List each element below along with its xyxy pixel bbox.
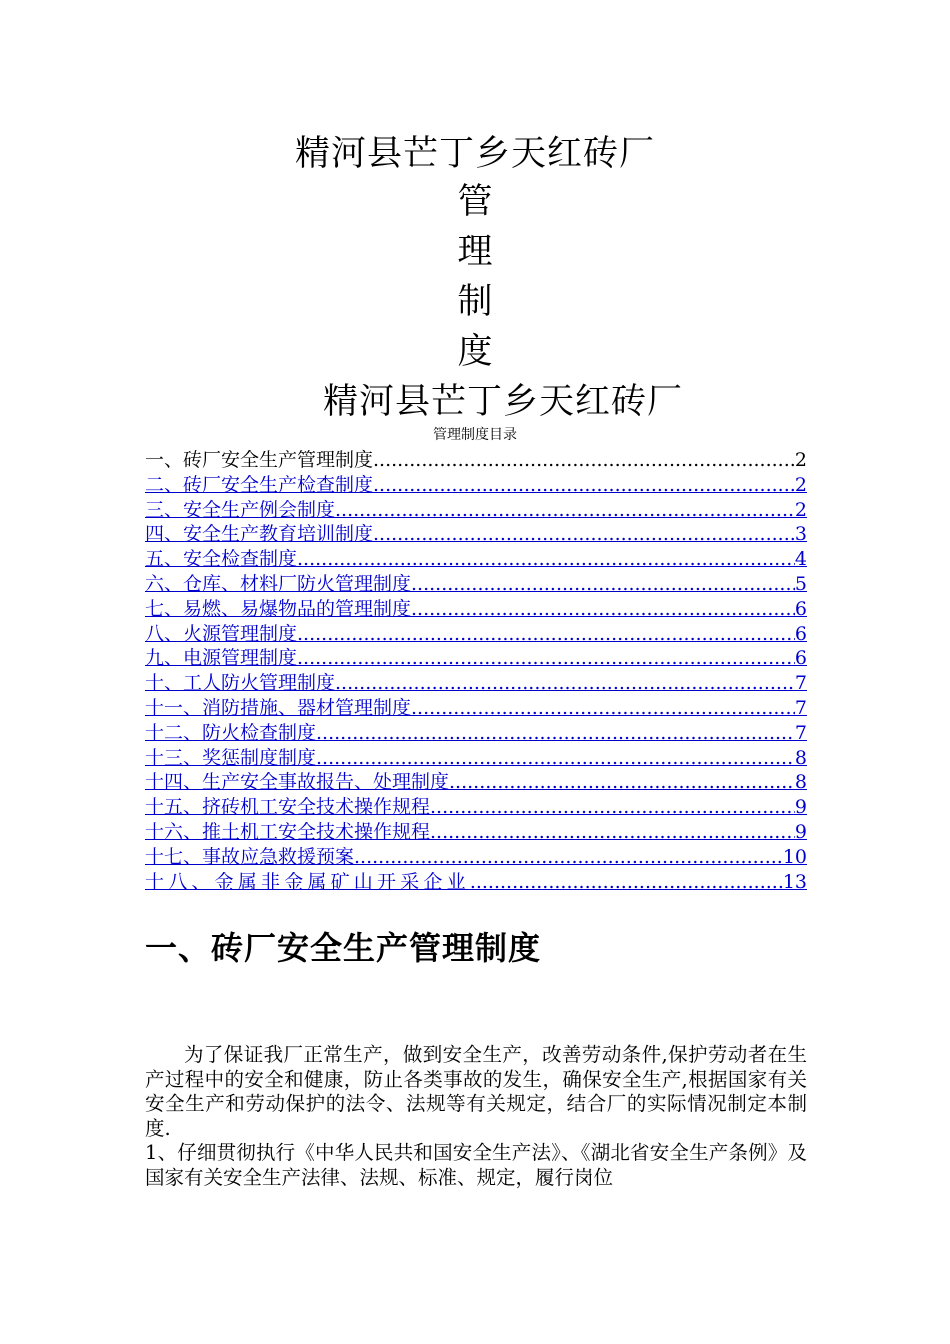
toc-leader-dots <box>335 671 795 696</box>
toc-entry-page: 6 <box>794 622 807 645</box>
toc-leader-dots <box>449 770 795 795</box>
toc-entry-label: 五、安全检查制度 <box>145 548 298 571</box>
toc-leader-dots <box>430 820 795 845</box>
toc-entry[interactable] <box>145 671 807 696</box>
toc-entry-label: 四、安全生产教育培训制度 <box>145 523 374 546</box>
toc-entry-page: 8 <box>794 771 807 794</box>
toc-entry-page: 8 <box>794 746 807 769</box>
toc-entry-label: 三、安全生产例会制度 <box>145 498 336 521</box>
toc-entry-label: 十四、生产安全事故报告、处理制度 <box>145 771 450 794</box>
toc-leader-dots <box>297 547 795 572</box>
toc-leader-dots <box>411 597 795 622</box>
table-of-contents <box>145 448 807 894</box>
toc-entry-label: 十六、推土机工安全技术操作规程 <box>145 820 431 843</box>
toc-leader-dots <box>411 572 795 597</box>
toc-entry-page: 7 <box>794 721 807 744</box>
toc-entry[interactable] <box>145 547 807 572</box>
toc-entry-page: 7 <box>794 696 807 719</box>
toc-leader-dots <box>373 473 795 498</box>
toc-entry-label: 八、火源管理制度 <box>145 622 298 645</box>
title-char-1: 管 <box>457 182 493 222</box>
toc-entry-label: 九、电源管理制度 <box>145 647 298 670</box>
toc-entry <box>145 448 807 473</box>
toc-entry-page: 9 <box>794 820 807 843</box>
toc-entry-page: 2 <box>794 449 807 471</box>
section-heading: 一、砖厂安全生产管理制度 <box>145 929 542 967</box>
toc-leader-dots <box>470 870 783 895</box>
toc-entry-label: 十三、奖惩制度制度 <box>145 746 317 769</box>
toc-entry-page: 5 <box>794 572 807 595</box>
toc-entry[interactable] <box>145 721 807 746</box>
toc-entry-label: 一、砖厂安全生产管理制度 <box>145 449 374 471</box>
toc-entry-label: 十八、金属非金属矿山开采企业 <box>145 870 470 893</box>
title-char-2: 理 <box>457 232 493 272</box>
toc-entry-label: 十七、事故应急救援预案 <box>145 845 355 868</box>
toc-leader-dots <box>335 498 795 523</box>
paragraph: 为了保证我厂正常生产，做到安全生产，改善劳动条件,保护劳动者在生产过程中的安全和健康，防止各类事故的发生，确保安全生产,根据国家有关安全生产和劳动保护的法令、法规等有关规定，结合厂的实际情况制定本制度. <box>145 1043 807 1140</box>
toc-entry-page: 9 <box>794 796 807 819</box>
document-subtitle: 精河县芒丁乡天红砖厂 <box>322 382 683 422</box>
toc-leader-dots <box>373 522 795 547</box>
toc-entry[interactable] <box>145 597 807 622</box>
body-text <box>145 1043 807 1191</box>
toc-entry[interactable] <box>145 770 807 795</box>
toc-leader-dots <box>430 795 795 820</box>
toc-entry[interactable] <box>145 622 807 647</box>
toc-entry-label: 二、砖厂安全生产检查制度 <box>145 473 374 496</box>
title-char-3: 制 <box>457 282 493 322</box>
toc-entry-label: 十一、消防措施、器材管理制度 <box>145 696 412 719</box>
toc-entry-label: 七、易燃、易爆物品的管理制度 <box>145 597 412 620</box>
toc-entry[interactable] <box>145 746 807 771</box>
toc-heading: 管理制度目录 <box>433 427 517 443</box>
toc-leader-dots <box>297 622 795 647</box>
title-char-4: 度 <box>457 332 493 372</box>
toc-entry[interactable] <box>145 572 807 597</box>
toc-leader-dots <box>297 646 795 671</box>
toc-entry-label: 十五、挤砖机工安全技术操作规程 <box>145 796 431 819</box>
toc-entry-label: 十、工人防火管理制度 <box>145 672 336 695</box>
toc-entry-page: 3 <box>794 523 807 546</box>
toc-entry-page: 13 <box>782 870 807 893</box>
toc-entry-page: 4 <box>794 548 807 571</box>
toc-entry-page: 6 <box>794 647 807 670</box>
paragraph: 1、仔细贯彻执行《中华人民共和国安全生产法》、《湖北省安全生产条例》及国家有关安全生产法律、法规、标准、规定，履行岗位 <box>145 1141 807 1189</box>
toc-entry[interactable] <box>145 795 807 820</box>
toc-entry-page: 2 <box>794 498 807 521</box>
toc-leader-dots <box>316 721 795 746</box>
toc-entry[interactable] <box>145 845 807 870</box>
toc-entry[interactable] <box>145 696 807 721</box>
toc-leader-dots <box>411 696 795 721</box>
toc-leader-dots <box>316 746 795 771</box>
toc-entry[interactable] <box>145 473 807 498</box>
toc-leader-dots <box>354 845 783 870</box>
toc-entry-page: 10 <box>782 845 807 868</box>
toc-entry-page: 2 <box>794 473 807 496</box>
toc-entry[interactable] <box>145 522 807 547</box>
toc-entry-label: 十二、防火检查制度 <box>145 721 317 744</box>
toc-entry-page: 6 <box>794 597 807 620</box>
toc-entry[interactable] <box>145 820 807 845</box>
toc-entry[interactable] <box>145 646 807 671</box>
toc-entry[interactable] <box>145 870 807 895</box>
toc-leader-dots <box>373 448 795 473</box>
toc-entry-page: 7 <box>794 672 807 695</box>
document-title: 精河县芒丁乡天红砖厂 <box>294 134 655 174</box>
toc-entry[interactable] <box>145 498 807 523</box>
toc-entry-label: 六、仓库、材料厂防火管理制度 <box>145 572 412 595</box>
